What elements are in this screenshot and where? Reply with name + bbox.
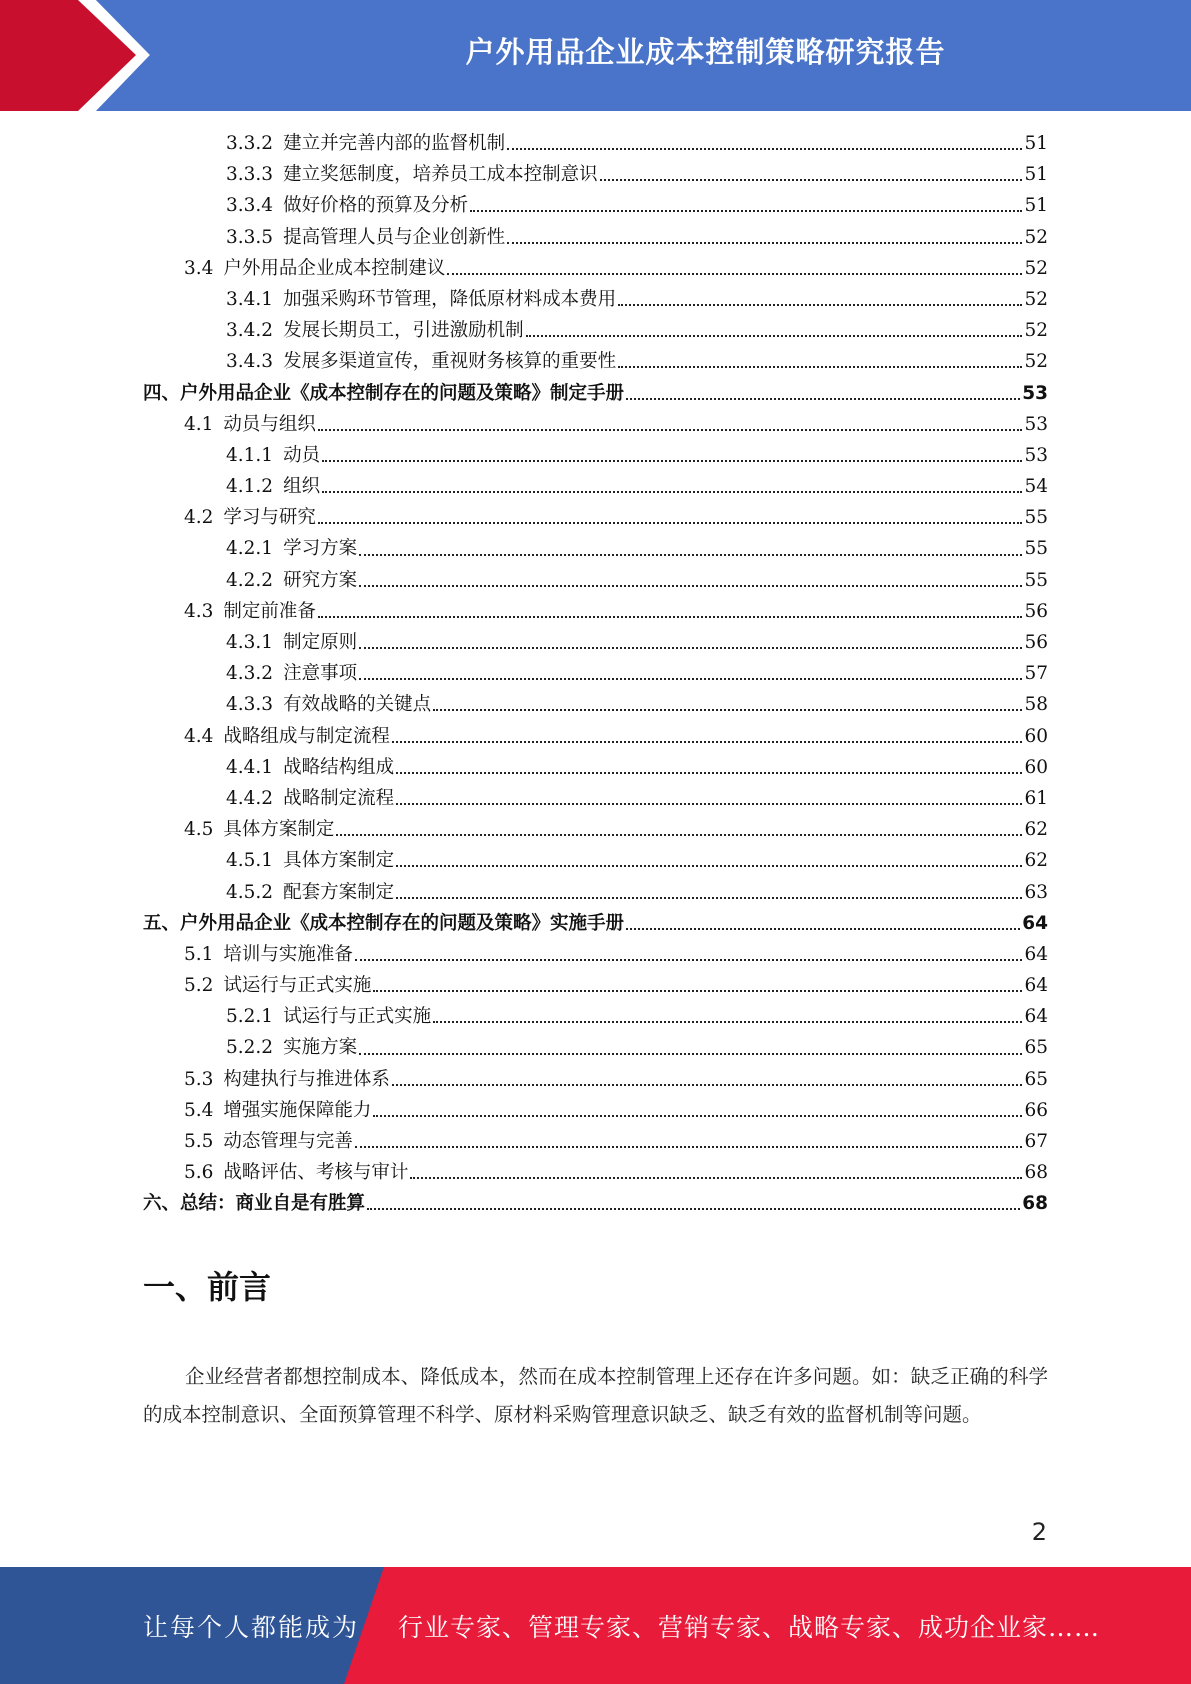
toc-entry-title: 战略组成与制定流程 [223,725,390,747]
toc-dot-leader [359,646,1022,649]
toc-entry-page: 60 [1024,756,1048,778]
toc-dot-leader [318,428,1023,431]
toc-dot-leader [359,1052,1022,1055]
toc-entry[interactable] [143,159,1048,190]
toc-entry-page: 67 [1024,1131,1048,1152]
toc-entry-number: 3.3.2 [226,133,274,154]
toc-dot-leader [396,864,1022,867]
toc-entry-page: 52 [1024,226,1048,248]
toc-entry[interactable] [143,689,1048,720]
toc-entry[interactable] [143,315,1048,346]
page-header [0,0,1191,111]
toc-entry[interactable] [143,128,1048,159]
toc-entry-title: 战略评估、考核与审计 [223,1162,409,1184]
toc-entry-number: 5.1 [184,943,214,965]
toc-entry[interactable] [143,721,1048,752]
toc-entry-page: 52 [1024,351,1048,373]
toc-entry[interactable] [143,752,1048,783]
toc-entry-number: 4.3.3 [226,694,274,716]
toc-dot-leader [626,397,1020,400]
toc-entry-number: 4.3.2 [226,663,274,685]
toc-dot-leader [396,896,1022,899]
toc-entry-page: 61 [1024,787,1048,809]
toc-entry[interactable] [143,346,1048,377]
toc-entry-title: 战略结构组成 [283,756,395,778]
toc-entry[interactable] [143,1001,1048,1032]
toc-entry[interactable] [143,783,1048,814]
toc-entry-number: 3.4.1 [226,288,274,310]
toc-dot-leader [618,365,1022,368]
toc-entry-title: 户外用品企业成本控制建议 [223,257,446,279]
toc-entry-page: 66 [1024,1099,1048,1121]
toc-dot-leader [318,521,1023,524]
table-of-contents [143,128,1048,1220]
toc-entry-title: 注意事项 [283,663,358,685]
toc-dot-leader [392,740,1023,743]
toc-entry-title: 增强实施保障能力 [223,1099,372,1121]
toc-entry-title: 配套方案制定 [283,881,395,903]
toc-entry-title: 具体方案制定 [283,850,395,872]
toc-entry[interactable] [143,908,1048,939]
toc-entry-page: 64 [1024,1006,1048,1028]
toc-entry-page: 68 [1024,1162,1048,1184]
toc-entry-page: 65 [1024,1068,1048,1090]
toc-entry-page: 52 [1024,257,1048,279]
toc-entry-page: 62 [1024,850,1048,872]
toc-entry-number: 5.3 [184,1068,214,1090]
toc-entry-number: 4.1.1 [226,444,274,466]
toc-dot-leader [373,1114,1022,1117]
toc-entry-title: 动态管理与完善 [223,1131,353,1152]
toc-entry-title: 学习与研究 [223,507,316,529]
toc-entry-title: 有效战略的关键点 [283,694,432,716]
toc-entry-title: 学习方案 [283,538,358,560]
toc-dot-leader [447,272,1022,275]
toc-entry-number: 5.6 [184,1162,214,1184]
toc-entry-title: 制定原则 [283,632,358,653]
toc-entry[interactable] [143,222,1048,253]
toc-entry-page: 57 [1024,663,1048,685]
toc-entry-title: 加强采购环节管理，降低原材料成本费用 [283,288,617,310]
toc-entry[interactable] [143,939,1048,970]
toc-entry-page: 55 [1024,538,1048,560]
toc-dot-leader [396,771,1022,774]
toc-entry-title: 具体方案制定 [223,819,335,841]
toc-entry[interactable] [143,658,1048,689]
toc-entry-number: 4.5.2 [226,881,274,903]
toc-entry[interactable] [143,502,1048,533]
footer-slogan-right: 行业专家、管理专家、营销专家、战略专家、成功企业家…… [398,1612,1101,1642]
toc-entry-page: 53 [1022,382,1048,404]
toc-entry-title: 试运行与正式实施 [223,975,372,997]
toc-entry-title: 五、户外用品企业《成本控制存在的问题及策略》实施手册 [143,912,625,934]
toc-dot-leader [626,927,1020,930]
toc-entry-page: 56 [1024,632,1048,653]
toc-entry-page: 64 [1022,912,1048,934]
toc-dot-leader [336,833,1022,836]
toc-entry-number: 4.4.1 [226,756,274,778]
toc-entry[interactable] [143,970,1048,1001]
toc-dot-leader [470,209,1022,212]
toc-entry[interactable] [143,1032,1048,1063]
toc-entry-number: 4.2.1 [226,538,274,560]
toc-entry[interactable] [143,378,1048,409]
toc-dot-leader [355,958,1023,961]
toc-entry-title: 六、总结：商业自是有胜算 [143,1193,366,1215]
toc-entry-number: 3.3.5 [226,226,274,248]
toc-entry[interactable] [143,565,1048,596]
toc-entry-title: 发展多渠道宣传，重视财务核算的重要性 [283,351,617,373]
toc-entry[interactable] [143,1188,1048,1219]
toc-dot-leader [359,553,1022,556]
toc-entry-page: 55 [1024,569,1048,591]
toc-entry-title: 制定前准备 [223,600,316,622]
toc-entry[interactable] [143,627,1048,658]
toc-dot-leader [396,802,1022,805]
toc-entry-number: 3.3.3 [226,164,274,186]
toc-entry-page: 51 [1024,195,1048,217]
toc-entry[interactable] [143,877,1048,908]
toc-entry[interactable] [143,471,1048,502]
toc-entry-number: 4.2 [184,507,214,529]
toc-dot-leader [359,584,1022,587]
toc-entry-page: 60 [1024,725,1048,747]
toc-dot-leader [410,1176,1022,1179]
toc-entry-number: 4.3.1 [226,632,274,653]
toc-entry-page: 52 [1024,288,1048,310]
toc-entry[interactable] [143,533,1048,564]
toc-entry-page: 55 [1024,507,1048,529]
toc-entry-page: 53 [1024,444,1048,466]
toc-entry-title: 发展长期员工，引进激励机制 [283,320,524,342]
toc-entry-title: 动员 [283,444,321,466]
toc-entry-title: 战略制定流程 [283,787,395,809]
toc-entry-page: 53 [1024,413,1048,435]
toc-entry-number: 3.3.4 [226,195,274,217]
page-footer [0,1567,1191,1684]
toc-entry[interactable] [143,814,1048,845]
toc-dot-leader [367,1207,1020,1210]
toc-entry-title: 建立并完善内部的监督机制 [283,133,506,154]
toc-entry[interactable] [143,409,1048,440]
toc-dot-leader [526,334,1023,337]
toc-dot-leader [600,178,1023,181]
toc-entry-title: 实施方案 [283,1037,358,1059]
toc-dot-leader [373,989,1022,992]
toc-entry[interactable] [143,1095,1048,1126]
toc-entry-title: 构建执行与推进体系 [223,1068,390,1090]
toc-entry-number: 4.1 [184,413,214,435]
toc-dot-leader [433,1020,1022,1023]
toc-dot-leader [433,708,1022,711]
toc-dot-leader [507,147,1022,150]
footer-slogan-left: 让每个人都能成为 [143,1612,360,1642]
toc-entry-number: 5.5 [184,1131,214,1152]
toc-entry-title: 提高管理人员与企业创新性 [283,226,506,248]
toc-entry-page: 54 [1024,476,1048,498]
toc-dot-leader [392,1083,1023,1086]
toc-entry-title: 建立奖惩制度，培养员工成本控制意识 [283,164,598,186]
toc-entry-number: 5.2.2 [226,1037,274,1059]
toc-entry[interactable] [143,1157,1048,1188]
report-title: 户外用品企业成本控制策略研究报告 [465,34,946,69]
toc-entry-title: 动员与组织 [223,413,316,435]
toc-entry-page: 65 [1024,1037,1048,1059]
toc-entry-page: 56 [1024,600,1048,622]
toc-entry-page: 58 [1024,694,1048,716]
toc-entry-title: 培训与实施准备 [223,943,353,965]
toc-entry-page: 62 [1024,819,1048,841]
toc-entry[interactable] [143,253,1048,284]
toc-dot-leader [322,459,1022,462]
toc-dot-leader [507,241,1022,244]
toc-entry-title: 研究方案 [283,569,358,591]
page-number: 2 [1031,1518,1047,1546]
toc-entry-page: 64 [1024,975,1048,997]
toc-entry-number: 4.4.2 [226,787,274,809]
toc-entry-number: 3.4.2 [226,320,274,342]
toc-entry[interactable] [143,1064,1048,1095]
toc-entry-title: 组织 [283,476,321,498]
toc-entry-page: 68 [1022,1193,1048,1215]
toc-entry-number: 4.3 [184,600,214,622]
toc-entry-page: 51 [1024,164,1048,186]
toc-entry-number: 5.4 [184,1099,214,1121]
toc-entry-number: 3.4 [184,257,214,279]
toc-dot-leader [355,1145,1023,1148]
toc-entry-page: 63 [1024,881,1048,903]
toc-entry-number: 5.2.1 [226,1006,274,1028]
toc-entry[interactable] [143,284,1048,315]
toc-entry-page: 64 [1024,943,1048,965]
toc-dot-leader [318,615,1023,618]
toc-entry-number: 4.5.1 [226,850,274,872]
toc-entry-number: 4.4 [184,725,214,747]
toc-entry-title: 做好价格的预算及分析 [283,195,469,217]
toc-entry[interactable] [143,1126,1048,1157]
toc-dot-leader [359,677,1022,680]
toc-entry[interactable] [143,190,1048,221]
toc-entry[interactable] [143,440,1048,471]
toc-entry-number: 4.5 [184,819,214,841]
toc-entry-page: 51 [1024,133,1048,154]
toc-entry-title: 四、户外用品企业《成本控制存在的问题及策略》制定手册 [143,382,625,404]
toc-dot-leader [322,490,1022,493]
toc-entry-number: 5.2 [184,975,214,997]
toc-entry-number: 3.4.3 [226,351,274,373]
section-paragraph: 企业经营者都想控制成本、降低成本，然而在成本控制管理上还存在许多问题。如：缺乏正确的科学的成本控制意识、全面预算管理不科学、原材料采购管理意识缺乏、缺乏有效的监督机制等问题。 [143,1365,1048,1426]
toc-entry-number: 4.2.2 [226,569,274,591]
toc-entry[interactable] [143,845,1048,876]
toc-entry-page: 52 [1024,320,1048,342]
toc-entry-title: 试运行与正式实施 [283,1006,432,1028]
toc-dot-leader [618,303,1022,306]
toc-entry-number: 4.1.2 [226,476,274,498]
toc-entry[interactable] [143,596,1048,627]
section-heading: 一、前言 [143,1268,272,1306]
